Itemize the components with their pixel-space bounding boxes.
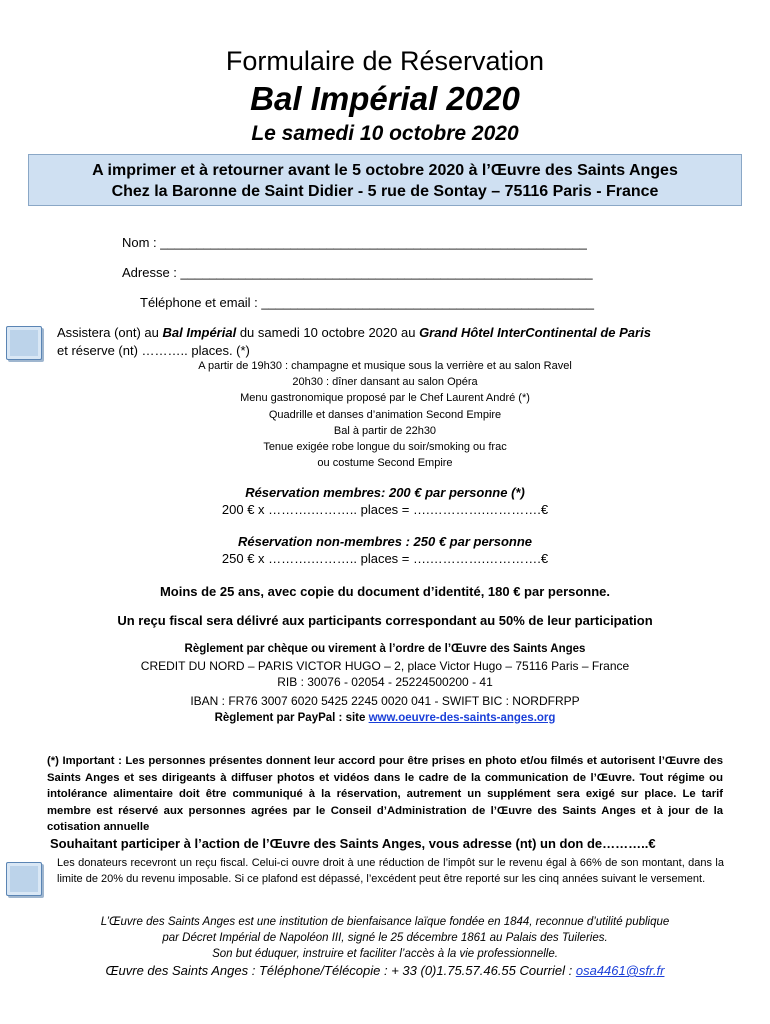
footer-contact	[0, 963, 770, 978]
attendance-text	[57, 324, 757, 360]
paypal-link[interactable]: www.oeuvre-des-saints-anges.org	[368, 712, 556, 724]
footer-line-1: L’Œuvre des Saints Anges est une institution de bienfaisance laïque fondée en 1844, reconnue d’utilité publique	[100, 916, 670, 928]
members-title: Réservation membres: 200 € par personne (*)	[245, 485, 525, 500]
program-item: 20h30 : dîner dansant au salon Opéra	[292, 376, 478, 389]
paypal-line	[0, 710, 770, 727]
important-notice: (*) Important : Les personnes présentes donnent leur accord pour être prises en photo et/ou filmés et autorisent l’Œuvre des Saints Anges et ses dirigeants à diffuser photos et vidéos dans le cadre de la communication de l’Œuvre. Tout régime ou intolérance alimentaire doit être communiqué à la réservation, autrement un supplément sera exigé sur place. Le tarif membre est réservé aux personnes agrées par le Conseil d’Administration de l’Œuvre des Saints Anges et à jour de la cotisation annuelle	[47, 755, 723, 833]
members-line[interactable]: 200 € x ……….……….. places = ….………….………….€	[221, 502, 549, 517]
donation-checkbox[interactable]	[6, 862, 42, 896]
attendance-places: et réserve (nt) ……….. places. (*)	[57, 343, 250, 358]
nonmembers-title: Réservation non-membres : 250 € par personne	[237, 534, 533, 549]
payment-line-1: Règlement par chèque ou virement à l’ordre de l’Œuvre des Saints Anges	[184, 643, 586, 655]
program-list	[0, 358, 770, 471]
banner-line-2: Chez la Baronne de Saint Didier - 5 rue de Sontay – 75116 Paris - France	[111, 183, 659, 200]
program-item: Bal à partir de 22h30	[333, 424, 437, 437]
donation-title[interactable]: Souhaitant participer à l’action de l’Œuvre des Saints Anges, vous adresse (nt) un don de………..€	[50, 836, 656, 851]
form-title: Formulaire de Réservation	[225, 46, 545, 76]
return-address-banner	[28, 154, 742, 206]
program-item: ou costume Second Empire	[317, 457, 453, 470]
under25-note: Moins de 25 ans, avec copie du document d’identité, 180 € par personne.	[159, 584, 611, 599]
nonmembers-line[interactable]: 250 € x ……….……….. places = ….………….………….€	[221, 551, 549, 566]
attendance-bal: Bal Impérial	[162, 325, 237, 340]
paypal-label: Règlement par PayPal : site	[214, 712, 369, 724]
banner-line-1: A imprimer et à retourner avant le 5 octobre 2020 à l’Œuvre des Saints Anges	[92, 162, 678, 179]
donation-text: Les donateurs recevront un reçu fiscal. Celui-ci ouvre droit à une réduction de l’impôt sur le revenu égal à 66% de son montant, dans la limite de 20% du revenu imposable. Si ce plafond est dépassé, l’excédent peut être reporté sur les cinq années suivant le versement.	[57, 857, 724, 885]
attendance-hotel: Grand Hôtel InterContinental de Paris	[419, 325, 651, 340]
event-date: Le samedi 10 octobre 2020	[251, 122, 519, 145]
payment-line-2: CREDIT DU NORD – PARIS VICTOR HUGO – 2, place Victor Hugo – 75116 Paris – France	[140, 658, 630, 673]
payment-line-4: IBAN : FR76 3007 6020 5425 2245 0020 041 - SWIFT BIC : NORDFRPP	[190, 693, 580, 708]
fiscal-receipt-note: Un reçu fiscal sera délivré aux participants correspondant au 50% de leur participation	[117, 613, 653, 628]
footer-contact-text: Œuvre des Saints Anges : Téléphone/Télécopie : + 33 (0)1.75.57.46.55 Courriel :	[105, 963, 576, 978]
event-title: Bal Impérial 2020	[250, 80, 520, 117]
phone-email-field[interactable]: Téléphone et email : ______________________________________________	[140, 295, 594, 310]
footer-line-3: Son but éduquer, instruire et faciliter l’accès à la vie professionnelle.	[212, 948, 558, 960]
payment-info	[0, 641, 770, 727]
name-field[interactable]: Nom : ___________________________________________________________	[122, 235, 587, 250]
payment-line-3: RIB : 30076 - 02054 - 25224500200 - 41	[277, 675, 493, 689]
address-field[interactable]: Adresse : _________________________________________________________	[122, 265, 593, 280]
footer-email-link[interactable]: osa4461@sfr.fr	[575, 963, 665, 978]
attendance-mid: du samedi 10 octobre 2020 au	[236, 325, 420, 340]
program-item: Quadrille et danses d’animation Second Empire	[268, 408, 502, 421]
footer-description	[0, 914, 770, 962]
footer-line-2: par Décret Impérial de Napoléon III, signé le 25 décembre 1861 au Palais des Tuileries.	[162, 932, 608, 944]
program-item: Menu gastronomique proposé par le Chef Laurent André (*)	[240, 392, 530, 405]
program-item: Tenue exigée robe longue du soir/smoking ou frac	[263, 441, 507, 454]
attendance-intro: Assistera (ont) au	[57, 325, 163, 340]
attendance-checkbox[interactable]	[6, 326, 42, 360]
program-item: A partir de 19h30 : champagne et musique sous la verrière et au salon Ravel	[198, 360, 572, 372]
